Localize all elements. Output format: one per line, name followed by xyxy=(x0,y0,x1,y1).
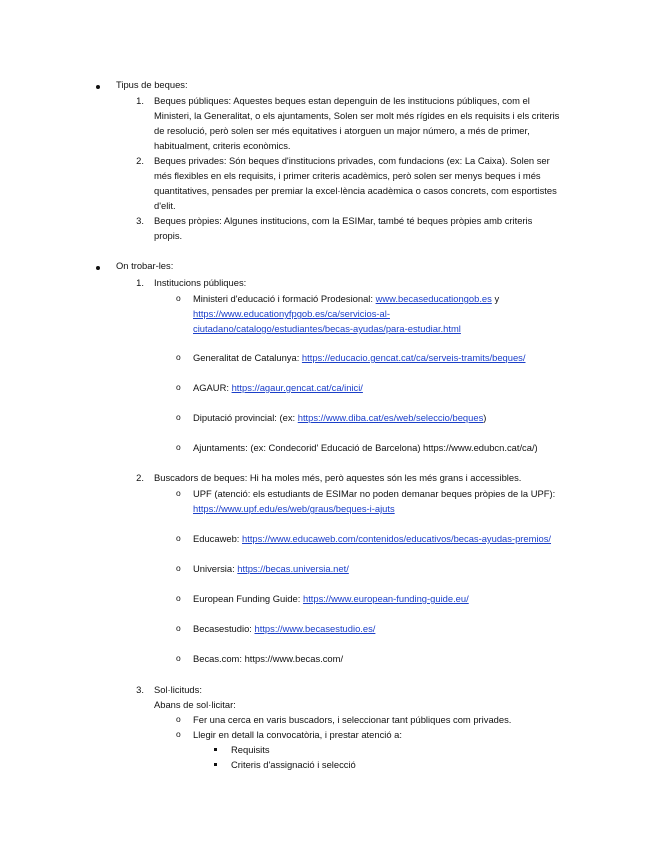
buscadors-title: Buscadors de beques: Hi ha moles més, però aquestes són les més grans i accessibles. xyxy=(154,472,522,483)
square-bullet-icon xyxy=(214,748,217,751)
ajuntaments-item: Ajuntaments: (ex: Condecorid' Educació de Barcelona) https://www.edubcn.cat/ca/) xyxy=(193,442,538,453)
list-number: 2. xyxy=(136,472,144,483)
ministeri-item: Ministeri d'educació i formació Prodesional: www.becaseducationgob.es y xyxy=(193,293,500,304)
list-item-text: Beques privades: Són beques d'institucions privades, com fundacions (ex: La Caixa). Solen ser xyxy=(154,155,550,166)
list-item-text: Beques pròpies: Algunes institucions, com la ESIMar, també té beques pròpies amb criteris xyxy=(154,215,533,226)
european-link[interactable]: https://www.european-funding-guide.eu/ xyxy=(302,593,469,604)
becas-item: Becas.com: https://www.becas.com/ xyxy=(193,653,344,664)
list-item-text: propis. xyxy=(154,230,183,241)
ministeri-link-2[interactable]: https://www.educationyfpgob.es/ca/servicios-al- xyxy=(193,308,390,319)
agaur-item: AGAUR: https://agaur.gencat.cat/ca/inici/ xyxy=(193,382,363,393)
circle-bullet-icon: o xyxy=(176,412,181,422)
sollicituds-item: Fer una cerca en varis buscadors, i seleccionar tant públiques com privades. xyxy=(193,714,512,725)
generalitat-item: Generalitat de Catalunya: https://educacio.gencat.cat/ca/serveis-tramits/beques/ xyxy=(193,352,526,363)
ministeri-link-2-cont[interactable]: ciutadano/catalogo/estudiantes/becas-ayudas/para-estudiar.html xyxy=(193,323,461,334)
european-item: European Funding Guide: https://www.european-funding-guide.eu/ xyxy=(193,593,469,604)
educaweb-item: Educaweb: https://www.educaweb.com/contenidos/educativos/becas-ayudas-premios/ xyxy=(193,533,552,544)
circle-bullet-icon: o xyxy=(176,352,181,362)
list-number: 1. xyxy=(136,95,144,106)
list-item-text: Beques públiques: Aquestes beques estan depenguin de les institucions públiques, com el xyxy=(154,95,530,106)
sollicituds-subitem: Criteris d'assignació i selecció xyxy=(231,759,356,770)
list-item-text: habitualment, criteris econòmics. xyxy=(154,140,291,151)
sollicituds-subtitle: Abans de sol·licitar: xyxy=(154,699,236,710)
list-item-text: d'elit. xyxy=(154,200,176,211)
bullet-icon xyxy=(96,85,100,89)
upf-link[interactable]: https://www.upf.edu/es/web/graus/beques-i-ajuts xyxy=(193,503,395,514)
institucions-title: Institucions públiques: xyxy=(154,277,247,288)
list-number: 1. xyxy=(136,277,144,288)
square-bullet-icon xyxy=(214,763,217,766)
bullet-icon xyxy=(96,266,100,270)
diputacio-item: Diputació provincial: (ex: https://www.diba.cat/es/web/seleccio/beques) xyxy=(193,412,487,423)
sollicituds-subitem: Requisits xyxy=(231,744,270,755)
ministeri-link-1[interactable]: www.becaseducationgob.es xyxy=(375,293,492,304)
upf-label: UPF (atenció: els estudiants de ESIMar no poden demanar beques pròpies de la UPF): xyxy=(193,488,556,499)
section-heading-tipus: Tipus de beques: xyxy=(116,79,188,90)
section-heading-ontrobar: On trobar-les: xyxy=(116,260,174,271)
circle-bullet-icon: o xyxy=(176,653,181,663)
list-item-text: de resolució, però solen ser més equitatives i atorguen un major número, a més de primer, xyxy=(154,125,530,136)
circle-bullet-icon: o xyxy=(176,714,181,724)
circle-bullet-icon: o xyxy=(176,593,181,603)
circle-bullet-icon: o xyxy=(176,488,181,498)
list-number: 3. xyxy=(136,215,144,226)
circle-bullet-icon: o xyxy=(176,623,181,633)
diputacio-link[interactable]: https://www.diba.cat/es/web/seleccio/beques xyxy=(297,412,484,423)
educaweb-link[interactable]: https://www.educaweb.com/contenidos/educativos/becas-ayudas-premios/ xyxy=(242,533,552,544)
circle-bullet-icon: o xyxy=(176,442,181,452)
list-item-text: Ministeri, la Generalitat, o els ajuntaments, Solen ser molt més rígides en els requisits i els criteris xyxy=(154,110,560,121)
circle-bullet-icon: o xyxy=(176,533,181,543)
circle-bullet-icon: o xyxy=(176,563,181,573)
agaur-link[interactable]: https://agaur.gencat.cat/ca/inici/ xyxy=(231,382,363,393)
list-number: 3. xyxy=(136,684,144,695)
list-number: 2. xyxy=(136,155,144,166)
list-item-text: quantitatives, pensades per premiar la excel·lència acadèmica o casos concrets, com esportistes xyxy=(154,185,557,196)
becasestudio-link[interactable]: https://www.becasestudio.es/ xyxy=(254,623,376,634)
circle-bullet-icon: o xyxy=(176,382,181,392)
circle-bullet-icon: o xyxy=(176,729,181,739)
sollicituds-title: Sol·licituds: xyxy=(154,684,202,695)
generalitat-link[interactable]: https://educacio.gencat.cat/ca/serveis-tramits/beques/ xyxy=(301,352,526,363)
sollicituds-item: Llegir en detall la convocatòria, i prestar atenció a: xyxy=(193,729,402,740)
universia-item: Universia: https://becas.universia.net/ xyxy=(193,563,349,574)
becasestudio-item: Becasestudio: https://www.becasestudio.es/ xyxy=(193,623,376,634)
universia-link[interactable]: https://becas.universia.net/ xyxy=(237,563,349,574)
circle-bullet-icon: o xyxy=(176,293,181,303)
list-item-text: més flexibles en els requisits, i primer criteris acadèmics, però solen ser menys beques i més xyxy=(154,170,541,181)
